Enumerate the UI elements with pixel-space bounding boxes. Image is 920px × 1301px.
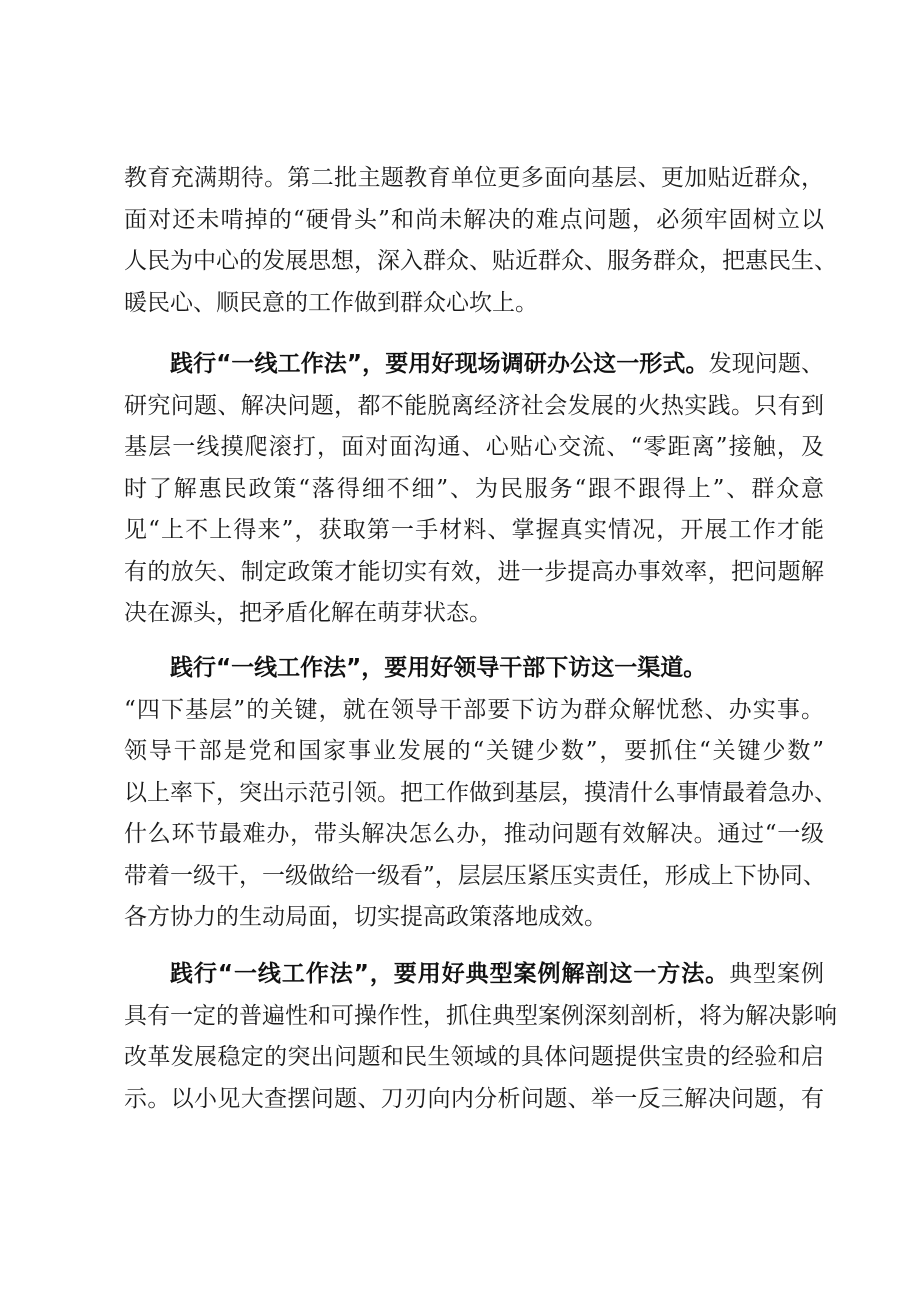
text-line: 面对还未啃掉的“硬骨头”和尚未解决的难点问题，必须牢固树立以 bbox=[124, 206, 824, 233]
paragraph-2 bbox=[124, 344, 824, 635]
text-line: 时了解惠民政策“落得细不细”、为民服务“跟不跟得上”、群众意 bbox=[124, 475, 824, 502]
text-line: 人民为中心的发展思想，深入群众、贴近群众、服务群众，把惠民生、 bbox=[124, 248, 837, 274]
text-line: 带着一级干，一级做给一级看”，层层压紧压实责任，形成上下协同、 bbox=[124, 862, 826, 889]
text-line: 见“上不上得来”，获取第一手材料、掌握真实情况，开展工作才能 bbox=[124, 517, 824, 543]
text-line: 什么环节最难办，带头解决怎么办，推动问题有效解决。通过“一级 bbox=[124, 821, 824, 847]
text-line: 示。以小见大查摆问题、刀刃向内分析问题、举一反三解决问题，有 bbox=[124, 1085, 824, 1112]
text-line: 基层一线摸爬滚打，面对面沟通、心贴心交流、“零距离”接触，及 bbox=[124, 434, 824, 460]
paragraph-lead: 践行“一线工作法”，要用好领导干部下访这一渠道。 bbox=[170, 655, 707, 681]
text-line: 决在源头，把矛盾化解在萌芽状态。 bbox=[124, 600, 492, 626]
text-line bbox=[124, 648, 824, 690]
text-line bbox=[124, 344, 824, 386]
paragraph-lead: 践行“一线工作法”，要用好现场调研办公这一形式。 bbox=[170, 351, 709, 377]
text-fragment: 典型案例 bbox=[729, 961, 825, 987]
paragraph-4 bbox=[124, 954, 837, 1120]
text-line: 有的放矢、制定政策才能切实有效，进一步提高办事效率，把问题解 bbox=[124, 558, 824, 585]
text-line: 以上率下，突出示范引领。把工作做到基层，摸清什么事情最着急办、 bbox=[124, 779, 837, 806]
text-line: 领导干部是党和国家事业发展的“关键少数”，要抓住“关键少数” bbox=[124, 738, 824, 764]
paragraph-lead: 践行“一线工作法”，要用好典型案例解剖这一方法。 bbox=[170, 961, 730, 987]
text-line bbox=[124, 954, 824, 996]
text-line: 暖民心、顺民意的工作做到群众心坎上。 bbox=[124, 289, 538, 316]
text-line: 教育充满期待。第二批主题教育单位更多面向基层、更加贴近群众， bbox=[124, 165, 824, 191]
text-line: 改革发展稳定的突出问题和民生领域的具体问题提供宝贵的经验和启 bbox=[124, 1044, 824, 1070]
text-line: 各方协力的生动局面，切实提高政策落地成效。 bbox=[124, 904, 607, 930]
text-line: 研究问题、解决问题，都不能脱离经济社会发展的火热实践。只有到 bbox=[124, 392, 824, 419]
text-line: “四下基层”的关键，就在领导干部要下访为群众解忧愁、办实事。 bbox=[124, 696, 824, 723]
text-line: 具有一定的普遍性和可操作性，抓住典型案例深刻剖析，将为解决影响 bbox=[124, 1002, 837, 1029]
text-fragment: 发现问题、 bbox=[708, 351, 825, 377]
paragraph-1 bbox=[124, 158, 837, 324]
paragraph-3 bbox=[124, 648, 837, 939]
